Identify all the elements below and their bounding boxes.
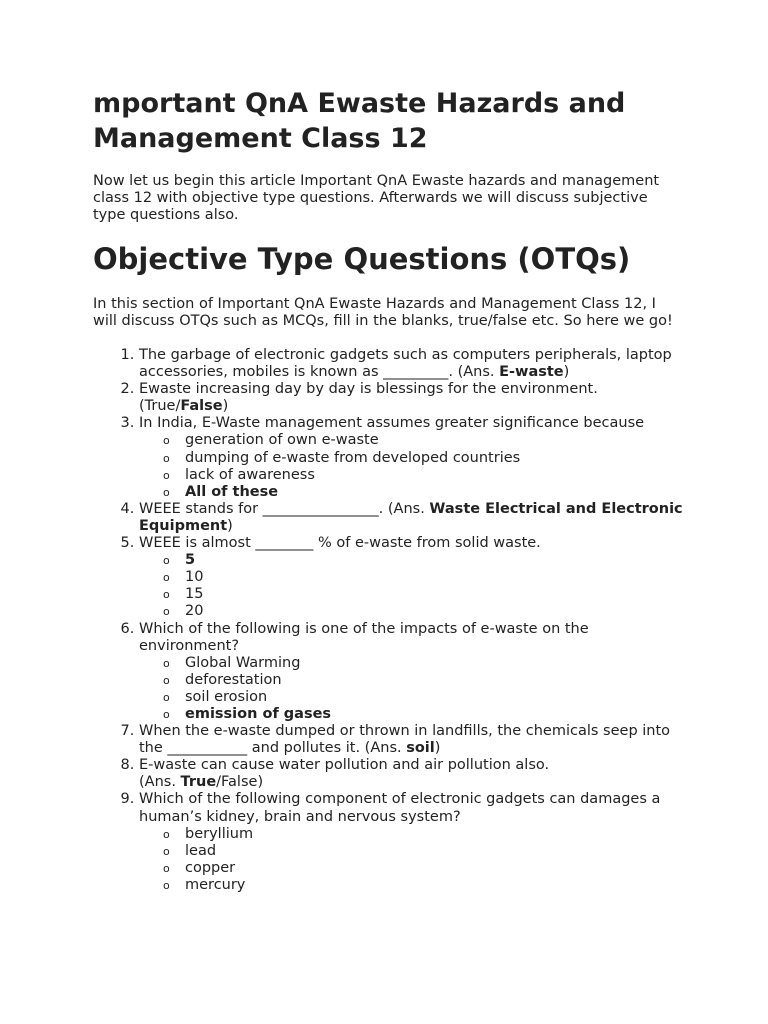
question-text: Which of the following is one of the impacts of e-waste on the environment?	[139, 620, 589, 654]
article-body	[93, 86, 683, 894]
question-item	[139, 415, 683, 500]
option-list	[139, 552, 683, 620]
intro-paragraph: Now let us begin this article Important QnA Ewaste hazards and management class 12 with objective type questions. Afterwards we will discuss subjective type questions also.	[93, 173, 660, 223]
option-item: o lack of awareness	[185, 467, 683, 484]
option-item: o soil erosion	[185, 689, 683, 706]
question-text-end: )	[563, 364, 570, 381]
option-item: o copper	[185, 860, 683, 877]
question-text-answer-prefix: (Ans.	[139, 774, 181, 791]
question-item	[139, 757, 683, 791]
question-item	[139, 621, 683, 724]
answer-text: soil	[406, 740, 435, 757]
answer-text: False	[180, 398, 223, 415]
section-intro-paragraph: In this section of Important QnA Ewaste Hazards and Management Class 12, I will discuss OTQs such as MCQs, fill in the blanks, true/false etc. So here we go!	[93, 296, 673, 329]
question-item	[139, 381, 683, 415]
option-item: o beryllium	[185, 826, 683, 843]
question-list	[93, 347, 683, 894]
answer-text: 5	[185, 552, 196, 569]
section-heading: Objective Type Questions (OTQs)	[93, 242, 631, 276]
question-text: Which of the following component of electronic gadgets can damages a human’s kidney, brain and nervous system?	[139, 791, 661, 825]
question-text: E-waste can cause water pollution and air pollution also.	[139, 757, 550, 774]
question-item	[139, 501, 683, 535]
option-list	[139, 826, 683, 894]
option-item: o 20	[185, 603, 683, 620]
question-text: When the e-waste dumped or thrown in landfills, the chemicals seep into the ___________ and pollutes it. (Ans.	[139, 723, 671, 757]
question-text-end: )	[434, 740, 441, 757]
question-text: WEEE stands for ________________. (Ans.	[139, 500, 430, 517]
question-item	[139, 723, 683, 757]
answer-text: E-waste	[499, 364, 564, 381]
answer-text: All of these	[185, 483, 279, 500]
option-list	[139, 655, 683, 723]
answer-text: emission of gases	[185, 705, 332, 722]
question-text-end: )	[227, 517, 233, 534]
option-item: o mercury	[185, 877, 683, 894]
question-text: In India, E-Waste management assumes greater significance because	[139, 415, 645, 432]
answer-text: Waste Electrical and Electronic Equipment	[139, 500, 683, 534]
option-item: o Global Warming	[185, 655, 683, 672]
option-item: o generation of own e-waste	[185, 432, 683, 449]
option-list	[139, 432, 683, 500]
question-text: The garbage of electronic gadgets such as computers peripherals, laptop accessories, mobiles is known as _________. (Ans.	[139, 347, 672, 381]
option-item: o deforestation	[185, 672, 683, 689]
option-item-answer	[185, 706, 683, 723]
question-item	[139, 791, 683, 894]
question-text-end: )	[222, 398, 229, 415]
question-item	[139, 347, 683, 381]
option-item: o lead	[185, 843, 683, 860]
answer-text: True	[180, 774, 217, 791]
option-item: o 15	[185, 586, 683, 603]
question-item	[139, 535, 683, 620]
page-title: mportant QnA Ewaste Hazards and Management Class 12	[93, 88, 626, 154]
option-item-answer	[185, 552, 683, 569]
option-item-answer	[185, 484, 683, 501]
question-text: Ewaste increasing day by day is blessings for the environment. (True/	[139, 381, 598, 415]
question-text-end: /False)	[216, 774, 264, 791]
option-item: o dumping of e-waste from developed countries	[185, 450, 683, 467]
question-text: WEEE is almost ________ % of e-waste from solid waste.	[139, 535, 541, 552]
option-item: o 10	[185, 569, 683, 586]
